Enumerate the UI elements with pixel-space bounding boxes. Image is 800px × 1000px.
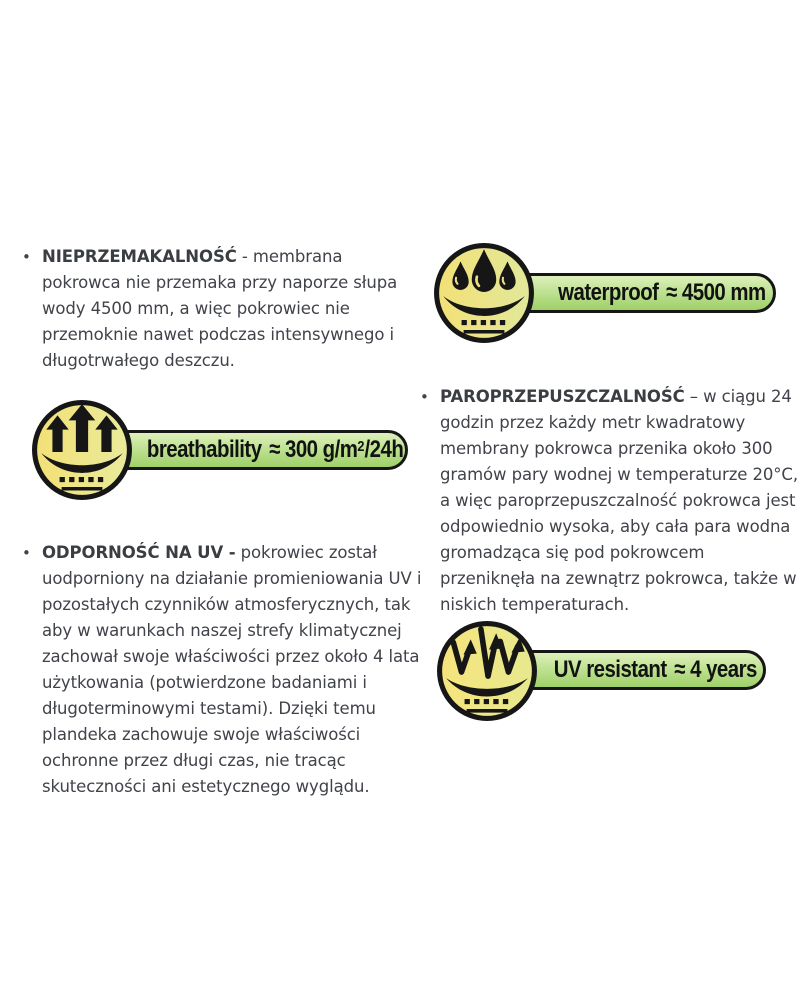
paragraph-text [440, 384, 798, 618]
breathability-badge-pill [92, 430, 408, 470]
uv-reflect-arrows-icon [436, 620, 538, 722]
paragraph-text [42, 244, 422, 374]
bullet-marker: • [420, 388, 429, 406]
breathability-badge-text [147, 436, 403, 464]
uv-value: 4 years [689, 656, 757, 683]
waterproof-badge-text [559, 279, 767, 307]
breathability-label: breathability [147, 436, 262, 463]
breathability-value-pre: 300 g/m [285, 436, 358, 463]
approx-symbol: ≈ [666, 279, 678, 306]
breathability-value-sup: 2 [357, 438, 365, 455]
paragraph-text [42, 540, 424, 800]
paragraph-body: - membrana pokrowca nie przemaka przy naporze słupa wody 4500 mm, a więc pokrowiec nie przemoknie nawet podczas intensywnego i długotrwałego deszczu. [42, 247, 398, 370]
approx-symbol: ≈ [269, 436, 281, 463]
paragraph-waterproofness [22, 244, 422, 374]
paragraph-uv-resistance [22, 540, 424, 800]
approx-symbol: ≈ [673, 656, 685, 683]
paragraph-body: – w ciągu 24 godzin przez każdy metr kwadratowy membrany pokrowca przenika około 300 gramów pary wodnej w temperaturze 20°C, a więc paroprzepuszczalność pokrowca jest odpowiednio wysoka, aby cała para wodna gromadząca się pod pokrowcem przeniknęła na zewnątrz pokrowca, także w niskich temperaturach. [440, 387, 798, 614]
bullet-marker: • [22, 248, 31, 266]
paragraph-term: PAROPRZEPUSZCZALNOŚĆ [440, 387, 685, 406]
water-drops-icon [433, 242, 535, 344]
paragraph-vapour-permeability [420, 384, 798, 618]
paragraph-body: pokrowiec został uodporniony na działanie promieniowania UV i pozostałych czynników atmosferycznych, tak aby w warunkach naszej strefy klimatycznej zachował swoje właściwości przez około 4 lata użytkowania (potwierdzone badaniami i długoterminowymi testami). Dzięki temu plandeka zachowuje swoje właściwości ochronne przez długi czas, nie tracąc skuteczności ani estetycznego wyglądu. [42, 543, 422, 796]
uv-badge-text [553, 656, 756, 684]
breathability-arrows-icon [31, 399, 133, 501]
waterproof-label: waterproof [558, 279, 659, 306]
paragraph-term: NIEPRZEMAKALNOŚĆ [42, 247, 237, 266]
breathability-value-post: /24h [364, 436, 404, 463]
paragraph-term: ODPORNOŚĆ NA UV - [42, 543, 236, 562]
waterproof-value: 4500 mm [682, 279, 767, 306]
bullet-marker: • [22, 544, 31, 562]
waterproof-badge-pill [495, 273, 776, 313]
uv-label: UV resistant [553, 656, 667, 683]
